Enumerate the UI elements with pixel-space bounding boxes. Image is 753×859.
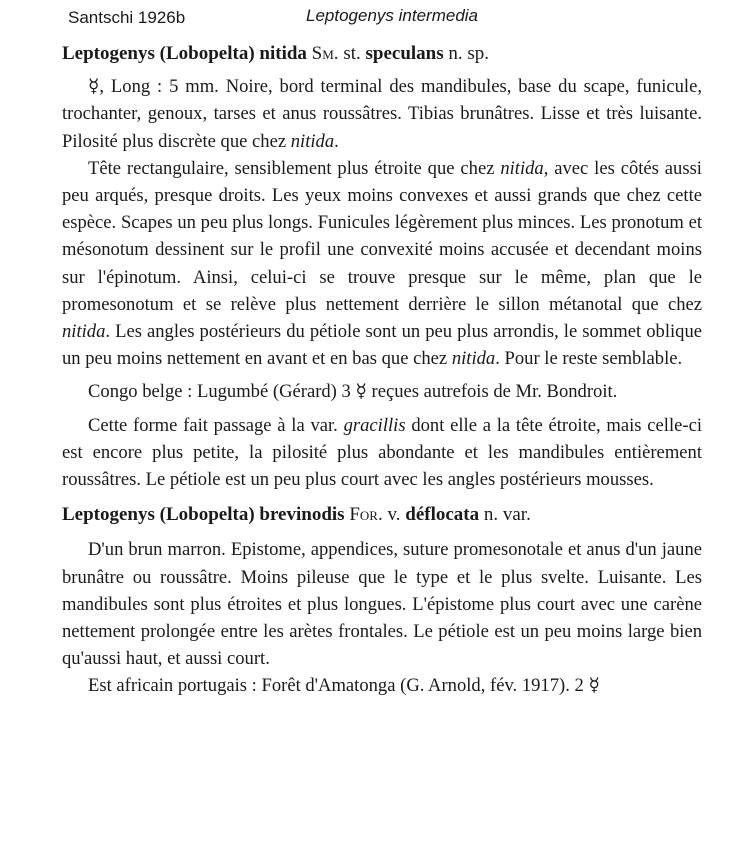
heading-rank: v. — [387, 504, 401, 526]
paragraph-text: Cette forme fait passage à la var. — [88, 414, 344, 436]
paragraph-variety-locality — [62, 672, 702, 699]
section-heading-1 — [62, 40, 702, 67]
paragraph-variety-description — [62, 536, 702, 672]
heading-genus: Leptogenys (Lobopelta) nitida — [62, 43, 307, 64]
species-name: nitida — [500, 157, 544, 179]
heading-genus: Leptogenys (Lobopelta) brevinodis — [62, 504, 345, 526]
paragraph-text: , avec les côtés aussi peu arqués, presque droits. Les yeux moins convexes et aussi grands que chez cette espèce. Scapes un peu plus longs. Funicules légèrement plus minces. Les pronotum et mésonotum dessinent sur le profil une convexité moins accusée et decendant moins sur l'épinotum. Ainsi, celui-ci se trouve presque sur le même, plan que le promesonotum et se relève plus nettement derrière le sillon métanotal que chez — [62, 157, 702, 315]
heading-author: Sm. — [311, 43, 339, 64]
paragraph-description — [62, 73, 702, 155]
paragraph-text: . Pour le reste semblable. — [495, 348, 683, 370]
paragraph-head-description — [62, 155, 702, 373]
heading-status: n. sp. — [448, 43, 490, 64]
paragraph-text: . Les angles postérieurs du pétiole sont un peu plus arrondis, le sommet oblique un peu moins nettement en avant et en bas que chez — [62, 321, 702, 370]
variety-name: gracillis — [343, 414, 406, 436]
heading-epithet: déflocata — [405, 504, 480, 526]
paragraph-text: Congo belge : Lugumbé (Gérard) 3 ☿ reçues autrefois de Mr. Bondroit. — [88, 381, 618, 403]
species-name: nitida — [290, 130, 335, 152]
paragraph-text: . — [334, 130, 339, 152]
species-name: nitida — [451, 348, 496, 370]
header-author-year: Santschi 1926b — [68, 8, 186, 27]
paragraph-text: ☿, Long : 5 mm. Noire, bord terminal des mandibules, base du scape, funicule, trochanter, genoux, tarses et anus roussâtres. Tibias brunâtres. Lisse et très luisante. Pilosité plus discrète que chez — [62, 76, 702, 152]
page-header — [68, 8, 728, 32]
heading-status: n. var. — [483, 504, 531, 526]
paragraph-text: dont elle a la tête étroite, mais celle-ci est encore plus petite, la pilosité plus abondante et les mandibules entièrement roussâtres. Le pétiole est un peu plus court avec les angles postérieurs mousses. — [62, 414, 702, 491]
heading-epithet: speculans — [365, 43, 444, 64]
header-taxon: Leptogenys intermedia — [306, 6, 479, 25]
paragraph-locality — [62, 378, 702, 405]
heading-rank: st. — [343, 43, 361, 64]
paragraph-text: D'un brun marron. Epistome, appendices, suture promesonotale et anus d'un jaune brunâtre ou roussâtre. Moins pileuse que le type et le plus svelte. Luisante. Les mandibules sont plus étroites et plus longues. L'épistome plus court avec une carène nettement prolongée entre les arètes frontales. Le pétiole est un peu moins large bien qu'aussi haut, et aussi court. — [62, 539, 702, 670]
section-heading-2 — [62, 501, 702, 528]
heading-author: For. — [349, 504, 383, 526]
paragraph-comparison — [62, 412, 702, 494]
paragraph-text: Est africain portugais : Forêt d'Amatonga (G. Arnold, fév. 1917). 2 ☿ — [88, 675, 600, 697]
document-body — [62, 40, 702, 700]
species-name: nitida — [62, 321, 106, 343]
paragraph-text: Tête rectangulaire, sensiblement plus étroite que chez — [88, 157, 501, 179]
